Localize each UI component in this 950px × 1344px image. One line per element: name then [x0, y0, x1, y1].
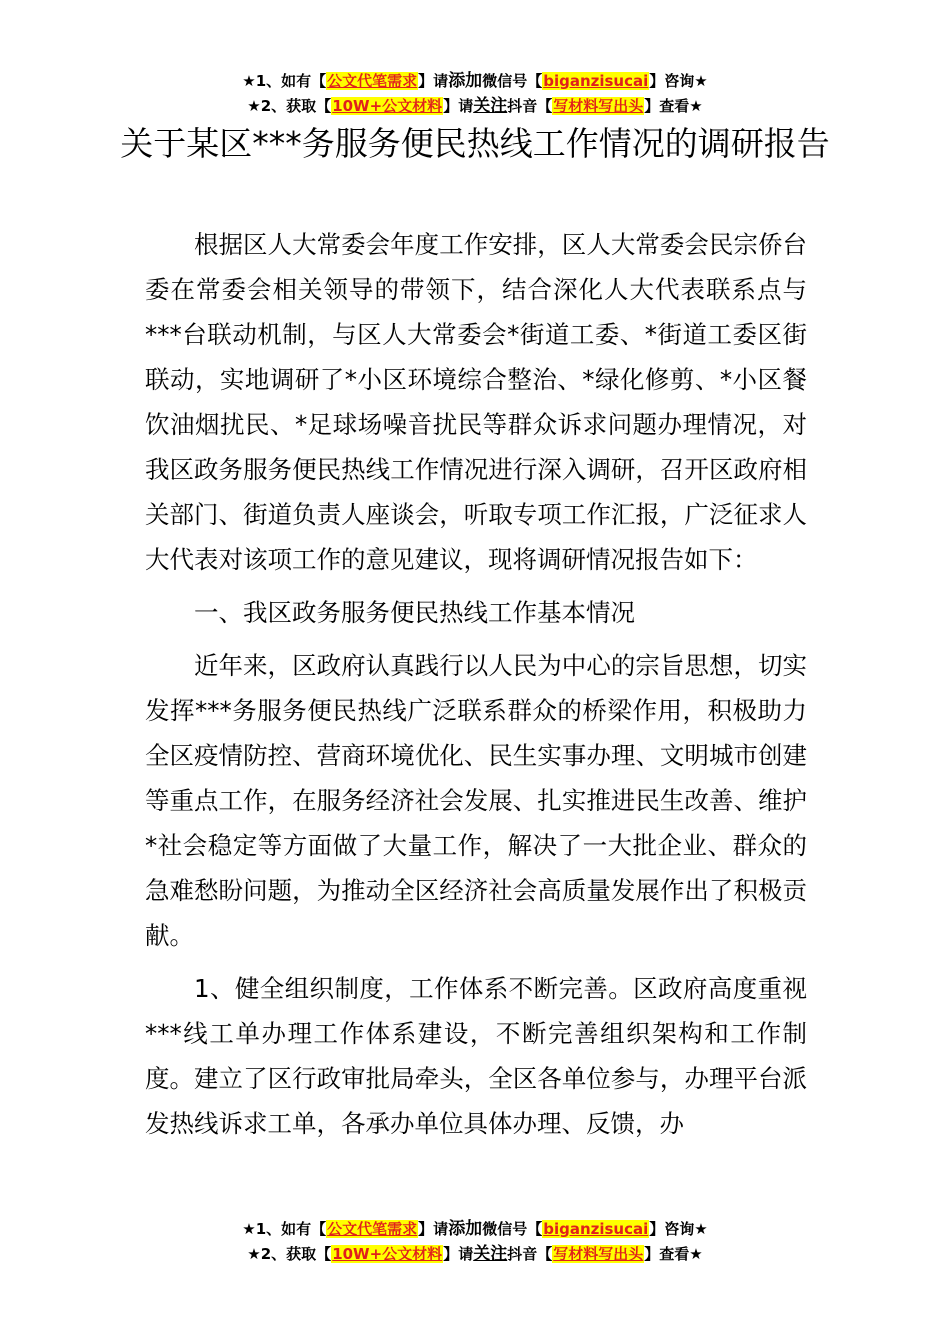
promo-line-2: ★2、获取【10W+公文材料】请关注抖音【写材料写出头】查看★ — [247, 1244, 703, 1264]
promo-line-2: ★2、获取【10W+公文材料】请关注抖音【写材料写出头】查看★ — [247, 96, 703, 116]
promo-banner-top — [0, 69, 950, 119]
paragraph-intro: 根据区人大常委会年度工作安排，区人大常委会民宗侨台委在常委会相关领导的带领下，结合深化人大代表联系点与***台联动机制，与区人大常委会*街道工委、*街道工委区街联动，实地调研了*小区环境综合整治、*绿化修剪、*小区餐饮油烟扰民、*足球场噪音扰民等群众诉求问题办理情况，对我区政务服务便民热线工作情况进行深入调研，召开区政府相关部门、街道负责人座谈会，听取专项工作汇报，广泛征求人大代表对该项工作的意见建议，现将调研情况报告如下： — [145, 230, 807, 574]
document-body — [145, 222, 807, 1154]
paragraph-item-1: 1、健全组织制度，工作体系不断完善。区政府高度重视***线工单办理工作体系建设，不断完善组织架构和工作制度。建立了区行政审批局牵头，全区各单位参与，办理平台派发热线诉求工单，各承办单位具体办理、反馈，办 — [145, 974, 807, 1138]
promo-highlight-douyin: 写材料写出头 — [553, 1245, 644, 1263]
promo-highlight-materials: 10W+公文材料 — [332, 1245, 443, 1263]
document-title: 关于某区***务服务便民热线工作情况的调研报告 — [120, 124, 830, 163]
promo-banner-bottom — [0, 1217, 950, 1267]
section-heading-1: 一、我区政务服务便民热线工作基本情况 — [194, 598, 635, 627]
promo-highlight-douyin: 写材料写出头 — [553, 97, 644, 115]
promo-highlight-service: 公文代笔需求 — [327, 1220, 418, 1238]
paragraph-overview: 近年来，区政府认真践行以人民为中心的宗旨思想，切实发挥***务服务便民热线广泛联系群众的桥梁作用，积极助力全区疫情防控、营商环境优化、民生实事办理、文明城市创建等重点工作，在服务经济社会发展、扎实推进民生改善、维护*社会稳定等方面做了大量工作，解决了一大批企业、群众的急难愁盼问题，为推动全区经济社会高质量发展作出了积极贡献。 — [145, 651, 807, 950]
promo-line-1: ★1、如有【公文代笔需求】请添加微信号【biganzisucai】咨询★ — [242, 1219, 708, 1239]
promo-highlight-service: 公文代笔需求 — [327, 72, 418, 90]
promo-highlight-wechat: biganzisucai — [543, 1220, 649, 1238]
promo-line-1: ★1、如有【公文代笔需求】请添加微信号【biganzisucai】咨询★ — [242, 71, 708, 91]
promo-highlight-materials: 10W+公文材料 — [332, 97, 443, 115]
promo-highlight-wechat: biganzisucai — [543, 72, 649, 90]
